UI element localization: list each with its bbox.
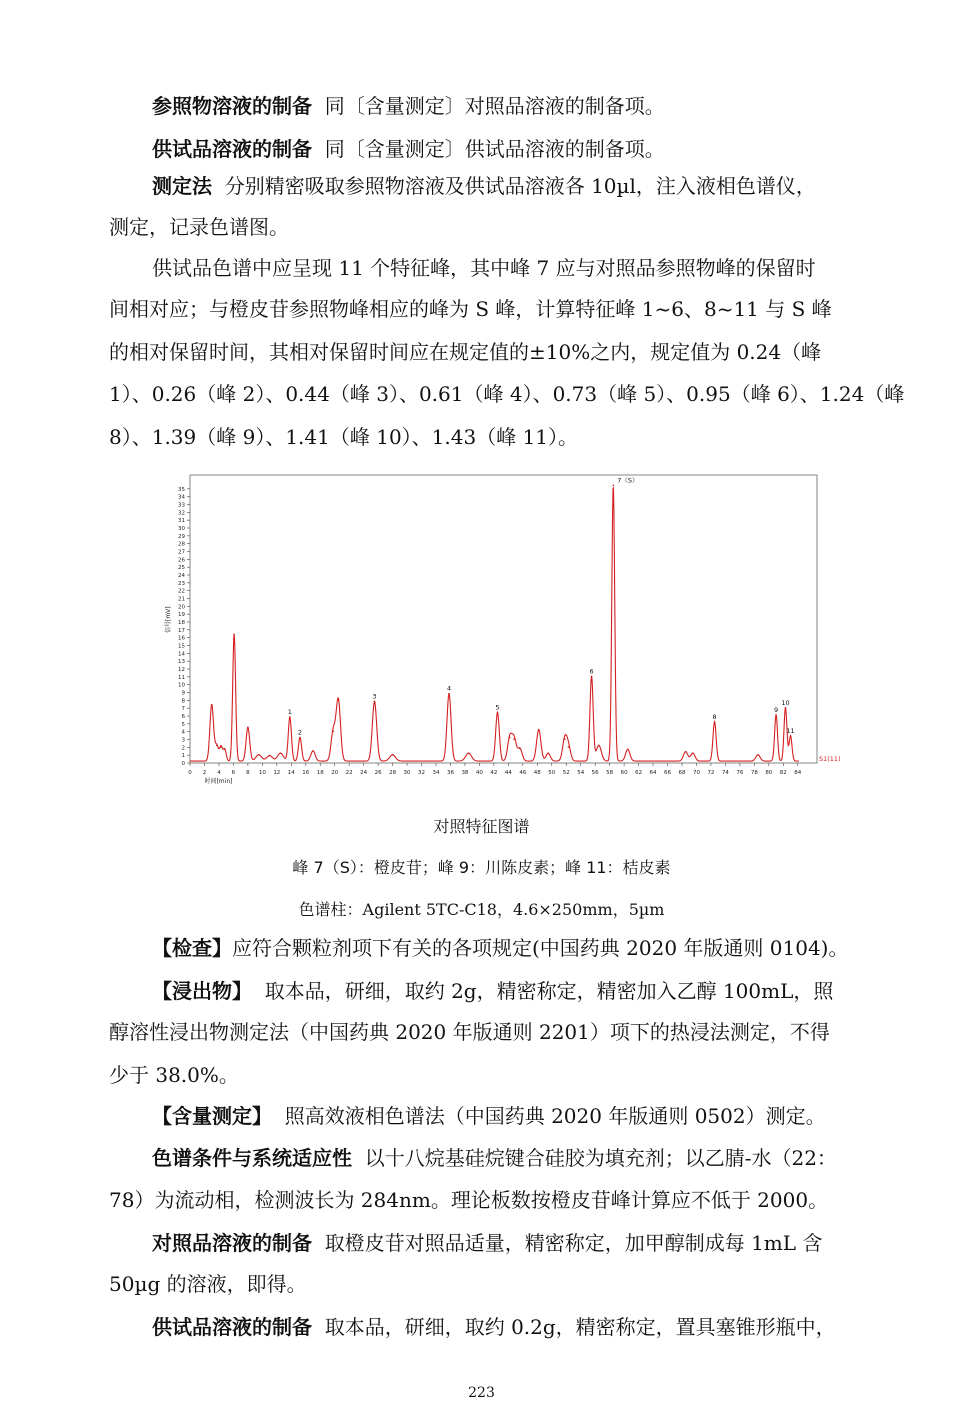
paragraph-peaks-line3: 的相对保留时间，其相对保留时间应在规定值的±10%之内，规定值为 0.24（峰: [109, 340, 822, 364]
peak-marker: [233, 633, 235, 635]
y-tick-label: 7: [181, 706, 185, 713]
peak-label: 1: [287, 708, 292, 717]
paragraph-method: [152, 176, 862, 196]
y-tick-label: 3: [181, 737, 185, 744]
page-number: 223: [468, 1385, 495, 1401]
y-tick-label: 11: [178, 674, 185, 681]
peak-marker: [332, 730, 334, 732]
x-tick-label: 12: [273, 770, 281, 776]
peak-marker: [591, 676, 593, 678]
y-tick-label: 26: [178, 557, 185, 564]
body-text: 同〔含量测定〕供试品溶液的制备项。: [324, 137, 665, 161]
peak-marker: [513, 738, 515, 740]
body-text: 取本品，研细，取约 2g，精密称定，精密加入乙醇 100mL，照: [264, 979, 834, 1003]
peak-marker: [497, 712, 499, 714]
peak-marker: [538, 729, 540, 731]
y-tick-label: 17: [178, 627, 185, 634]
x-tick-label: 24: [360, 770, 368, 776]
x-tick-label: 56: [591, 770, 599, 776]
peak-marker: [627, 748, 629, 750]
y-tick-label: 24: [178, 573, 185, 579]
y-tick-label: 32: [178, 510, 185, 517]
y-tick-label: 18: [178, 620, 185, 626]
y-tick-label: 27: [178, 549, 185, 556]
peak-label: 6: [589, 667, 594, 676]
body-text: 同〔含量测定〕对照品溶液的制备项。: [324, 94, 665, 118]
heading-label: 供试品溶液的制备: [152, 1315, 312, 1339]
body-text: 取本品，研细，取约 0.2g，精密称定，置具塞锥形瓶中，: [324, 1315, 836, 1339]
x-tick-label: 70: [692, 770, 700, 776]
peak-marker: [692, 752, 694, 754]
paragraph-peaks-line5: 8）、1.39（峰 9）、1.41（峰 10）、1.43（峰 11）。: [109, 425, 579, 449]
x-tick-label: 46: [519, 770, 527, 776]
y-tick-label: 15: [178, 643, 185, 650]
heading-label: 对照品溶液的制备: [152, 1231, 312, 1255]
x-tick-label: 42: [490, 770, 498, 776]
y-tick-label: 21: [178, 596, 185, 603]
paragraph-peaks-line1: 供试品色谱中应呈现 11 个特征峰，其中峰 7 应与对照品参照物峰的保留时: [152, 256, 816, 280]
peak-marker: [374, 701, 376, 703]
peak-marker: [547, 752, 549, 754]
paragraph-test-solution: [152, 139, 862, 159]
peak-label: 4: [446, 684, 452, 693]
x-tick-label: 40: [475, 770, 483, 776]
x-tick-label: 48: [533, 770, 541, 776]
x-tick-label: 10: [258, 770, 266, 776]
peak-marker: [785, 707, 787, 709]
section-label: 【含量测定】: [152, 1104, 272, 1128]
peak-marker: [519, 748, 521, 750]
y-tick-label: 2: [181, 745, 185, 752]
body-text: 照高效液相色谱法（中国药典 2020 年版通则 0502）测定。: [284, 1104, 826, 1128]
y-axis-label: 信号[mV]: [165, 606, 172, 633]
y-tick-label: 30: [178, 526, 185, 532]
y-tick-label: 1: [181, 753, 185, 760]
peak-marker: [312, 750, 314, 752]
x-tick-label: 32: [418, 770, 426, 776]
x-tick-label: 72: [707, 770, 715, 776]
x-tick-label: 22: [345, 770, 353, 776]
x-tick-label: 16: [302, 770, 310, 776]
y-tick-label: 5: [181, 721, 185, 728]
x-tick-label: 44: [504, 770, 512, 776]
peak-marker: [612, 485, 614, 487]
peak-marker: [269, 755, 271, 757]
peak-label: 2: [297, 728, 303, 737]
peak-marker: [509, 737, 511, 739]
y-tick-label: 29: [178, 533, 185, 540]
peak-label: 9: [773, 705, 779, 714]
y-tick-label: 16: [178, 635, 185, 642]
x-tick-label: 28: [389, 770, 397, 776]
y-tick-label: 10: [178, 682, 185, 689]
x-tick-label: 2: [202, 770, 207, 776]
x-tick-label: 6: [231, 770, 236, 776]
peak-label: 11: [786, 726, 795, 735]
peak-marker: [220, 746, 222, 748]
y-tick-label: 12: [178, 667, 185, 673]
paragraph-conditions: [152, 1148, 862, 1168]
y-tick-label: 9: [181, 690, 185, 697]
paragraph-standard-line2: 50µg 的溶液，即得。: [109, 1272, 307, 1296]
y-tick-label: 25: [178, 565, 185, 572]
y-tick-label: 8: [181, 698, 185, 705]
y-tick-label: 35: [178, 486, 185, 493]
x-tick-label: 20: [331, 770, 339, 776]
x-tick-label: 76: [736, 770, 744, 776]
x-tick-label: 64: [649, 770, 657, 776]
peak-marker: [790, 735, 792, 737]
y-tick-label: 13: [178, 659, 185, 666]
x-axis-label: 时间[min]: [204, 778, 233, 785]
paragraph-method-cont: 测定，记录色谱图。: [109, 215, 289, 239]
y-tick-label: 34: [178, 494, 185, 501]
x-tick-label: 8: [246, 770, 250, 776]
y-tick-label: 33: [178, 502, 185, 509]
x-tick-label: 18: [316, 770, 324, 776]
heading-label: 参照物溶液的制备: [152, 94, 312, 118]
chromatogram-trace: [190, 488, 799, 761]
y-tick-label: 20: [178, 604, 185, 611]
x-tick-label: 54: [577, 770, 585, 776]
x-tick-label: 38: [461, 770, 469, 776]
x-tick-label: 60: [620, 770, 628, 776]
body-text: 取橙皮苷对照品适量，精密称定，加甲醇制成每 1mL 含: [324, 1231, 823, 1255]
x-tick-label: 50: [548, 770, 556, 776]
peak-marker: [468, 752, 470, 754]
y-tick-label: 19: [178, 612, 185, 619]
paragraph-peaks-line4: 1）、0.26（峰 2）、0.44（峰 3）、0.61（峰 4）、0.73（峰 5）、0.95（峰 6）、1.24（峰: [109, 382, 905, 406]
paragraph-reference-solution: [152, 96, 862, 116]
paragraph-inspection: [152, 938, 862, 958]
paragraph-extract-line2: 醇溶性浸出物测定法（中国药典 2020 年版通则 2201）项下的热浸法测定，不得: [109, 1020, 830, 1044]
heading-label: 测定法: [152, 174, 212, 198]
body-text: 分别精密吸取参照物溶液及供试品溶液各 10µl，注入液相色谱仪，: [224, 174, 816, 198]
peak-marker: [247, 727, 249, 729]
y-tick-label: 23: [178, 580, 185, 587]
peak-marker: [216, 745, 218, 747]
peak-marker: [258, 754, 260, 756]
peak-marker: [448, 693, 450, 695]
x-tick-label: 4: [217, 770, 221, 776]
x-tick-label: 0: [188, 770, 192, 776]
series-label: S1(11): [819, 755, 841, 763]
peak-label: 5: [495, 703, 500, 712]
peak-marker: [564, 738, 566, 740]
x-tick-label: 36: [446, 770, 454, 776]
x-tick-label: 66: [664, 770, 672, 776]
peak-marker: [280, 752, 282, 754]
x-tick-label: 14: [287, 770, 295, 776]
paragraph-standard-solution: [152, 1233, 862, 1253]
peak-marker: [757, 754, 759, 756]
x-tick-label: 80: [765, 770, 773, 776]
y-tick-label: 22: [178, 588, 185, 595]
x-tick-label: 84: [794, 770, 802, 776]
x-tick-label: 34: [432, 770, 440, 776]
x-tick-label: 74: [721, 770, 729, 776]
section-label: 【浸出物】: [152, 979, 252, 1003]
x-tick-label: 78: [750, 770, 758, 776]
body-text: 以十八烷基硅烷键合硅胶为填充剂；以乙腈-水（22：: [364, 1146, 837, 1170]
y-tick-label: 4: [181, 729, 185, 736]
peak-marker: [714, 721, 716, 723]
peak-marker: [685, 751, 687, 753]
heading-label: 色谱条件与系统适应性: [152, 1146, 352, 1170]
peak-marker: [568, 746, 570, 748]
body-text: 应符合颗粒剂项下有关的各项规定(中国药典 2020 年版通则 0104)。: [232, 936, 849, 960]
x-tick-label: 68: [678, 770, 686, 776]
y-tick-label: 28: [178, 541, 185, 548]
y-tick-label: 14: [178, 651, 185, 658]
x-tick-label: 82: [779, 770, 787, 776]
peak-label: 3: [372, 692, 377, 701]
peak-label: 8: [712, 712, 717, 721]
x-tick-label: 26: [374, 770, 382, 776]
x-tick-label: 58: [606, 770, 614, 776]
heading-label: 供试品溶液的制备: [152, 137, 312, 161]
peak-marker: [299, 737, 301, 739]
peak-marker: [392, 754, 394, 756]
peak-marker: [775, 714, 777, 716]
peak-label: 7（S）: [617, 476, 639, 485]
x-tick-label: 30: [403, 770, 411, 776]
paragraph-conditions-line2: 78）为流动相，检测波长为 284nm。理论板数按橙皮苷峰计算应不低于 2000。: [109, 1188, 829, 1212]
paragraph-assay: [152, 1106, 862, 1126]
peaks-note: 峰 7（S）：橙皮苷；峰 9：川陈皮素；峰 11：桔皮素: [292, 858, 671, 877]
peak-marker: [224, 748, 226, 750]
section-label: 【检查】: [152, 936, 232, 960]
x-tick-label: 52: [562, 770, 570, 776]
paragraph-extract: [152, 981, 862, 1001]
paragraph-sample-solution: [152, 1317, 862, 1337]
peak-marker: [338, 699, 340, 701]
peak-marker: [211, 704, 213, 706]
peak-marker: [289, 716, 291, 718]
paragraph-peaks-line2: 间相对应；与橙皮苷参照物峰相应的峰为 S 峰，计算特征峰 1~6、8~11 与 S 峰: [109, 297, 832, 321]
plot-frame: [190, 475, 817, 763]
peak-marker: [598, 745, 600, 747]
x-tick-label: 62: [635, 770, 643, 776]
paragraph-extract-line3: 少于 38.0%。: [109, 1063, 239, 1087]
chromatogram-chart: [160, 473, 850, 793]
peak-label: 10: [781, 698, 790, 707]
y-tick-label: 31: [178, 518, 185, 525]
y-tick-label: 6: [181, 714, 185, 720]
figure-caption: 对照特征图谱: [433, 817, 530, 836]
column-note: 色谱柱：Agilent 5TC-C18，4.6×250mm，5µm: [298, 900, 665, 919]
y-tick-label: 0: [181, 761, 185, 767]
